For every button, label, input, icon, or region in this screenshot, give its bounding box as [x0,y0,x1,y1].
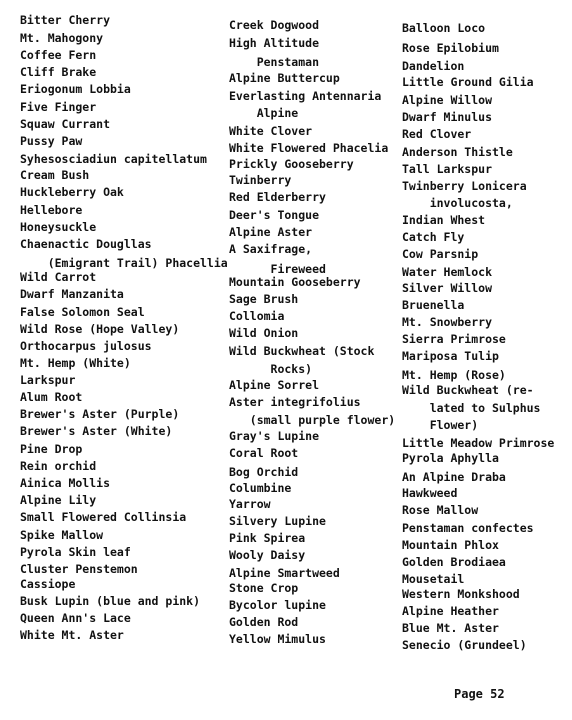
plant-name: Gray's Lupine [229,429,320,443]
plant-name: Coffee Fern [20,48,97,62]
plant-name: (Emigrant Trail) Phacellia [20,256,228,270]
plant-name: Columbine [229,481,292,495]
plant-name: Cassiope [20,577,76,591]
plant-name: Pink Spirea [229,531,306,545]
plant-name: Eriogonum Lobbia [20,82,131,96]
plant-name: Larkspur [20,373,76,387]
plant-name: Fireweed [229,262,326,276]
plant-name: Dwarf Manzanita [20,287,124,301]
plant-name: Little Meadow Primrose [402,436,555,450]
plant-name: Penstaman confectes [402,521,534,535]
plant-name: Catch Fly [402,230,465,244]
plant-name: Mousetail [402,572,465,586]
plant-name: White Clover [229,124,313,138]
plant-name: Hellebore [20,203,83,217]
plant-name: Alpine Smartweed [229,566,340,580]
plant-name: Rein orchid [20,459,97,473]
plant-name: Mt. Mahogony [20,31,104,45]
plant-name: Ainica Mollis [20,476,111,490]
plant-name: Mt. Hemp (White) [20,356,131,370]
plant-name: High Altitude [229,36,320,50]
plant-name: Little Ground Gilia [402,75,534,89]
plant-name: Red Elderberry [229,190,326,204]
plant-name: Red Clover [402,127,472,141]
plant-name: Brewer's Aster (White) [20,424,173,438]
plant-name: lated to Sulphus [402,401,541,415]
plant-name: involucosta, [402,196,513,210]
plant-name: Silver Willow [402,281,493,295]
plant-name: Brewer's Aster (Purple) [20,407,180,421]
plant-name: Prickly Gooseberry [229,157,354,171]
plant-name: Silvery Lupine [229,514,326,528]
plant-name: Hawkweed [402,486,458,500]
plant-name: Indian Whest [402,213,486,227]
plant-name: Golden Brodiaea [402,555,506,569]
plant-name: Twinberry Lonicera [402,179,527,193]
plant-name: Cliff Brake [20,65,97,79]
plant-name: Wild Onion [229,326,299,340]
plant-name: Rose Epilobium [402,41,499,55]
plant-name: Squaw Currant [20,117,111,131]
plant-name: Flower) [402,418,479,432]
plant-name: Tall Larkspur [402,162,493,176]
plant-name: Senecio (Grundeel) [402,638,527,652]
plant-name: A Saxifrage, [229,242,313,256]
plant-name: Alpine Willow [402,93,493,107]
plant-name: Mt. Snowberry [402,315,493,329]
plant-name: Sierra Primrose [402,332,506,346]
plant-name: Syhesosciadiun capitellatum [20,152,207,166]
plant-name: Penstaman [229,55,320,69]
plant-name: Aster integrifolius [229,395,361,409]
plant-name: Sage Brush [229,292,299,306]
plant-name: Huckleberry Oak [20,185,124,199]
plant-name: Queen Ann's Lace [20,611,131,625]
plant-name: Cluster Penstemon [20,562,138,576]
plant-name: Cream Bush [20,168,90,182]
plant-name: Chaenactic Dougllas [20,237,152,251]
plant-name: Mountain Gooseberry [229,275,361,289]
plant-name: Dandelion [402,59,465,73]
plant-name: Alum Root [20,390,83,404]
plant-name: Yellow Mimulus [229,632,326,646]
plant-name: Mountain Phlox [402,538,499,552]
plant-name: White Flowered Phacelia [229,141,389,155]
plant-name: Small Flowered Collinsia [20,510,187,524]
plant-name: Alpine Sorrel [229,378,320,392]
plant-name: Pussy Paw [20,134,83,148]
plant-name: Pine Drop [20,442,83,456]
plant-name: Pyrola Skin leaf [20,545,131,559]
plant-name: Balloon Loco [402,21,486,35]
plant-name: Cow Parsnip [402,247,479,261]
plant-name: Stone Crop [229,581,299,595]
plant-name: Blue Mt. Aster [402,621,499,635]
plant-name: Yarrow [229,497,271,511]
plant-name: Wild Carrot [20,270,97,284]
plant-name: Water Hemlock [402,265,493,279]
plant-name: Alpine Lily [20,493,97,507]
plant-name: Western Monkshood [402,587,520,601]
plant-name: Collomia [229,309,285,323]
plant-name: Dwarf Minulus [402,110,493,124]
plant-name: Golden Rod [229,615,299,629]
plant-name: Mt. Hemp (Rose) [402,368,506,382]
plant-name: Pyrola Aphylla [402,451,499,465]
plant-name: Bruenella [402,298,465,312]
plant-name: Alpine Aster [229,225,313,239]
plant-name: Rocks) [229,362,313,376]
plant-name: Coral Root [229,446,299,460]
plant-name: Bog Orchid [229,465,299,479]
plant-name: Alpine Buttercup [229,71,340,85]
plant-name: Spike Mallow [20,528,104,542]
plant-name: Orthocarpus julosus [20,339,152,353]
plant-name: Everlasting Antennaria [229,89,382,103]
plant-name: (small purple flower) [229,413,396,427]
plant-name: Alpine Heather [402,604,499,618]
plant-name: Bitter Cherry [20,13,111,27]
plant-name: Rose Mallow [402,503,479,517]
plant-name: Five Finger [20,100,97,114]
plant-name: Creek Dogwood [229,18,320,32]
plant-name: False Solomon Seal [20,305,145,319]
plant-name: Anderson Thistle [402,145,513,159]
plant-name: Honeysuckle [20,220,97,234]
plant-name: Busk Lupin (blue and pink) [20,594,201,608]
plant-name: Wild Buckwheat (Stock [229,344,375,358]
plant-name: Deer's Tongue [229,208,320,222]
plant-name: Wooly Daisy [229,548,306,562]
plant-name: White Mt. Aster [20,628,124,642]
plant-name: Twinberry [229,173,292,187]
page-number: Page 52 [454,687,505,701]
plant-name: Wild Rose (Hope Valley) [20,322,180,336]
plant-name: An Alpine Draba [402,470,506,484]
plant-name: Mariposa Tulip [402,349,499,363]
plant-name: Alpine [229,106,299,120]
plant-name: Wild Buckwheat (re- [402,383,534,397]
plant-name: Bycolor lupine [229,598,326,612]
